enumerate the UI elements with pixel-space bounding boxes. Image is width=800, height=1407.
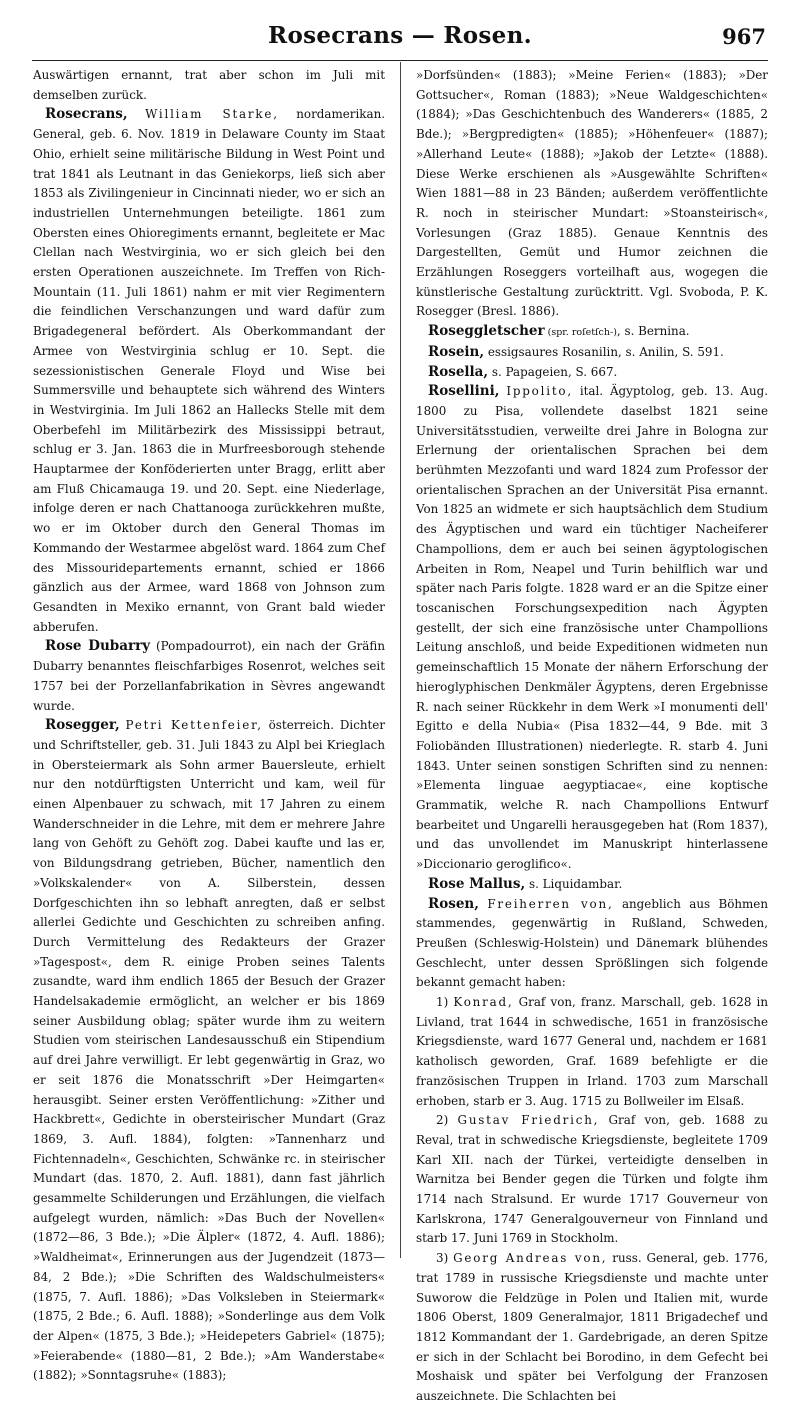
entry-rosellini bbox=[416, 382, 768, 875]
column-divider bbox=[400, 62, 401, 1258]
headword: Rosen, bbox=[428, 895, 479, 912]
entry-rosen-gustav bbox=[416, 1111, 768, 1249]
entry-continuation: Auswärtigen ernannt, trat aber schon im Juli mit demselben zurück. bbox=[33, 68, 385, 102]
entry-name: Freiherren von, bbox=[487, 896, 614, 911]
headword: Rosella, bbox=[428, 363, 489, 380]
entry-roseggletscher bbox=[416, 322, 768, 343]
entry-rose-dubarry bbox=[33, 637, 385, 716]
entry-text: essigsaures Rosanilin, s. Anilin, S. 591. bbox=[484, 344, 724, 359]
headword: Roseggletscher bbox=[428, 323, 545, 340]
headword: Rosein, bbox=[428, 343, 485, 360]
left-column bbox=[33, 66, 385, 1386]
entry-rosen-georg bbox=[416, 1249, 768, 1407]
headword: Rose Mallus, bbox=[428, 875, 526, 892]
entry-text: russ. General, geb. 1776, trat 1789 in russische Kriegsdienste und machte unter Suworow die Feldzüge in Polen und Italien mit, wurde 1806 Oberst, 1809 Generalmajor, 1811 Brigadechef und 1812 Kommandant der 1. Gardebrigade, an deren Spitze er sich in der Schlacht bei Borodino, in dem Gefecht bei Moshaisk und später bei Verfolgung der Franzosen auszeichnete. Die Schlachten bei bbox=[416, 1251, 768, 1404]
entry-name: Gustav Friedrich, bbox=[457, 1113, 600, 1128]
entry-rosella bbox=[416, 363, 768, 383]
entry-rosen bbox=[416, 895, 768, 994]
page-number: 967 bbox=[722, 24, 766, 49]
entry-text: , s. Bernina. bbox=[616, 324, 690, 339]
entry-text: s. Papageien, S. 667. bbox=[488, 364, 618, 379]
entry-rosecrans bbox=[33, 105, 385, 637]
entry-rosegger bbox=[33, 716, 385, 1386]
entry-rosein bbox=[416, 343, 768, 363]
entry-text: nordamerikan. General, geb. 6. Nov. 1819 in Delaware County im Staat Ohio, erhielt seine militärische Bildung in West Point und trat 1841 als Leutnant in das Geniekorps, ließ sich aber 1853 als Zivilingenieur in Cincinnati nieder, wo er sich an industriellen Unternehmungen beteiligte. 1861 zum Obersten eines Ohioregiments ernannt, begleitete er Mac Clellan nach Westvirginia, wo er sich gleich bei den ersten Operationen auszeichnete. Im Treffen von Rich-Mountain (11. Juli 1861) nahm er mit vier Regimentern die feindlichen Verschanzungen und ward dafür zum Brigadegeneral befördert. Als Oberkommandant der Armee von Westvirginia schlug er 10. Sept. die sezessionistischen Generale Floyd und Wise bei Summersville und behauptete sich während des Winters in Westvirginia. Im Juli 1862 an Hallecks Stelle mit dem Oberbefehl im Militärbezirk des Mississippi betraut, schlug er 3. Jan. 1863 die in Murfreesborough stehende Hauptarmee der Konföderierten unter Bragg, erlitt aber am Fluß Chicamauga 19. und 20. Sept. eine Niederlage, infolge deren er nach Chattanooga zurückkehren mußte, wo er im Oktober durch den General Thomas im Kommando der Westarmee abgelöst ward. 1864 zum Chef des Missouridepartements ernannt, schied er 1866 gänzlich aus der Armee, ward 1868 von Johnson zum Gesandten in Mexiko ernannt, von Grant bald wieder abberufen. bbox=[33, 107, 386, 634]
entry-number: 3) bbox=[436, 1251, 454, 1266]
headword: Rosecrans, bbox=[45, 106, 128, 123]
entry-name: Konrad, bbox=[453, 995, 514, 1010]
entry-name: Petri Kettenfeier, bbox=[125, 718, 263, 733]
entry-text: österreich. Dichter und Schriftsteller, geb. 31. Juli 1843 zu Alpl bei Krieglach in Obersteiermark als Sohn armer Bauersleute, erhielt nur den notdürftigsten Unterricht und kam, weil für einen Alpenbauer zu schwach, mit 17 Jahren zu einem Wanderschneider in die Lehre, mit dem er mehrere Jahre lang von Gehöft zu Gehöft zog. Dabei kaufte und las er, von Bildungsdrang getrieben, Bücher, namentlich den »Volkskalender« von A. Silberstein, dessen Dorfgeschichten ihn so lebhaft anregten, daß er selbst allerlei Gedichte und Geschichten zu schreiben anfing. Durch Vermittelung des Redakteurs der Grazer »Tagespost«, dem R. einige Proben seines Talents zusandte, ward ihm endlich 1865 der Besuch der Grazer Handelsakademie ermöglicht, an welcher er bis 1869 seiner Ausbildung oblag; später wurde ihm zu weitern Studien vom steirischen Landesausschuß ein Stipendium auf drei Jahre verwilligt. Er lebt gegenwärtig in Graz, wo er seit 1876 die Monatsschrift »Der Heimgarten« herausgibt. Seiner ersten Veröffentlichung: »Zither und Hackbrett«, Gedichte in obersteirischer Mundart (Graz 1869, 3. Aufl. 1884), folgten: »Tannenharz und Fichtennadeln«, Geschichten, Schwänke rc. in steirischer Mundart (das. 1870, 2. Aufl. 1881), dann fast jährlich gesammelte Schilderungen und Erzählungen, die vielfach aufgelegt wurden, nämlich: »Das Buch der Novellen« (1872—86, 3 Bde.); »Die Älpler« (1872, 4. Aufl. 1886); »Waldheimat«, Erinnerungen aus der Jugendzeit (1873—84, 2 Bde.); »Die Schriften des Waldschulmeisters« (1875, 7. Aufl. 1886); »Das Volksleben in Steiermark« (1875, 2 Bde.; 6. Aufl. 1888); »Sonderlinge aus dem Volk der Alpen« (1875, 3 Bde.); »Heidepeters Gabriel« (1875); »Feierabende« (1880—81, 2 Bde.); »Am Wanderstabe« (1882); »Sonntagsruhe« (1883); bbox=[33, 718, 386, 1383]
entry-text: Graf von, franz. Marschall, geb. 1628 in Livland, trat 1644 in schwedische, 1651 in französische Kriegsdienste, ward 1677 General und, nachdem er 1681 katholisch geworden, Graf. 1689 befehligte er die französischen Truppen in Irland. 1703 zum Marschall erhoben, starb er 3. Aug. 1715 zu Bollweiler im Elsaß. bbox=[416, 995, 768, 1108]
entry-text: ital. Ägyptolog, geb. 13. Aug. 1800 zu Pisa, vollendete daselbst 1821 seine Universitätsstudien, verweilte drei Jahre in Bologna zur Erlernung der orientalischen Sprachen bei dem berühmten Mezzofanti und ward 1824 zum Professor der orientalischen Sprachen an der Universität Pisa ernannt. Von 1825 an widmete er sich hauptsächlich dem Studium des Ägyptischen und ward ein tüchtiger Nacheiferer Champollions, dem er auch bei seinen ägyptologischen Arbeiten in Rom, Neapel und Turin behilflich war und später nach Paris folgte. 1828 ward er an die Spitze einer toscanischen Forschungsexpedition nach Ägypten gestellt, der sich eine französische unter Champollions Leitung anschloß, und beide Expeditionen widmeten nun gemeinschaftlich 15 Monate der nähern Erforschung der hieroglyphischen Denkmäler Ägyptens, deren Ergebnisse R. nach seiner Rückkehr in dem Werk »I monumenti dell' Egitto e della Nubia« (Pisa 1832—44, 9 Bde. mit 3 Foliobänden Illustrationen) niederlegte. R. starb 4. Juni 1843. Unter seinen sonstigen Schriften sind zu nennen: »Elementa linguae aegyptiacae«, eine koptische Grammatik, welche R. nach Champollions Entwurf bearbeitet und Ungarelli herausgegeben hat (Rom 1837), und das unvollendet im Manuskript hinterlassene »Diccionario geroglifico«. bbox=[416, 384, 769, 872]
entry-text: angeblich aus Böhmen stammendes, gegenwärtig in Rußland, Schweden, Preußen (Schleswig-Holstein) und Dänemark blühendes Geschlecht, unter dessen Sprößlingen sich folgende bekannt gemacht haben: bbox=[416, 896, 768, 990]
entry-name: Georg Andreas von, bbox=[453, 1251, 608, 1266]
entry-rose-mallus bbox=[416, 875, 768, 895]
entry-text: (Pompadourrot), ein nach der Gräfin Dubarry benanntes fleischfarbiges Rosenrot, welches seit 1757 bei der Porzellanfabrikation in Sèvres angewandt wurde. bbox=[33, 639, 385, 713]
page-header bbox=[30, 16, 770, 56]
entry-name: Ippolito, bbox=[506, 384, 573, 399]
headword: Rosegger, bbox=[45, 717, 120, 734]
headword: Rosellini, bbox=[428, 383, 500, 400]
entry-text: Graf von, geb. 1688 zu Reval, trat in schwedische Kriegsdienste, begleitete 1709 Karl XII. nach der Türkei, verteidigte denselben in Warnitza bei Bender gegen die Türken und folgte ihm 1714 nach Stralsund. Er wurde 1717 Gouverneur von Karlskrona, 1747 Generalgouverneur von Finnland und starb 17. Juni 1769 in Stockholm. bbox=[416, 1113, 769, 1246]
entry-continuation: »Dorfsünden« (1883); »Meine Ferien« (1883); »Der Gottsucher«, Roman (1883); »Neue Waldgeschichten« (1884); »Das Geschichtenbuch des Wanderers« (1885, 2 Bde.); »Bergpredigten« (1885); »Höhenfeuer« (1887); »Allerhand Leute« (1888); »Jakob der Letzte« (1888). Diese Werke erschienen als »Ausgewählte Schriften« Wien 1881—88 in 23 Bänden; außerdem veröffentlichte R. noch in steirischer Mundart: »Stoansteirisch«, Vorlesungen (Graz 1885). Genaue Kenntnis des Dargestellten, Gemüt und Humor zeichnen die Erzählungen Roseggers vorteilhaft aus, wogegen die künstlerische Gestaltung zurücktritt. Vgl. Svoboda, P. K. Rosegger (Bresl. 1886). bbox=[416, 68, 768, 319]
running-title: Rosecrans — Rosen. bbox=[268, 22, 532, 49]
entry-text: s. Liquidambar. bbox=[525, 876, 623, 891]
entry-number: 1) bbox=[436, 995, 454, 1010]
entry-name: William Starke, bbox=[145, 107, 279, 122]
pronunciation: (spr. roſetſch-) bbox=[544, 327, 617, 339]
entry-number: 2) bbox=[436, 1113, 458, 1128]
entry-rosen-konrad bbox=[416, 993, 768, 1111]
right-column bbox=[416, 66, 768, 1407]
header-rule bbox=[32, 60, 768, 61]
headword: Rose Dubarry bbox=[45, 638, 151, 655]
